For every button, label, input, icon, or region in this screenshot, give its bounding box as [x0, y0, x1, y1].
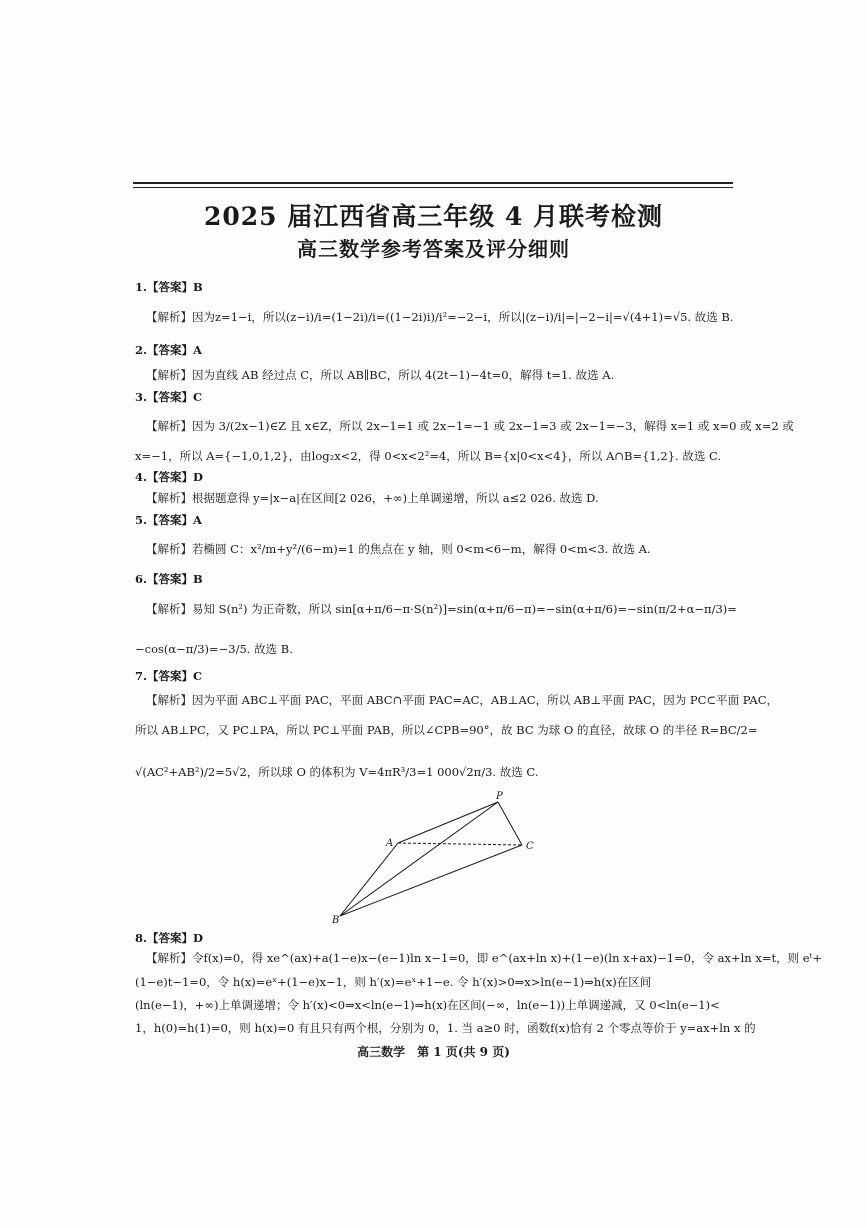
explanation-4-line-1: 【解析】根据题意得 y=|x−a|在区间[2 026，+∞)上单调递增，所以 a≤2 026. 故选 D.	[146, 491, 599, 505]
explanation-6-line-1: 【解析】易知 S(n²) 为正奇数，所以 sin[α+π/6−π·S(n²)]=sin(α+π/6−π)=−sin(α+π/6)=−sin(π/2+α−π/3)=	[146, 602, 737, 616]
edge-ac-hidden	[398, 843, 522, 845]
page-footer: 高三数学 第 1 页(共 9 页)	[357, 1045, 510, 1059]
label-b: B	[332, 915, 340, 925]
answer-3: 3.【答案】C	[135, 390, 203, 404]
explanation-7-line-1: 【解析】因为平面 ABC⊥平面 PAC，平面 ABC∩平面 PAC=AC，AB⊥AC，所以 AB⊥平面 PAC，因为 PC⊂平面 PAC，	[146, 693, 779, 707]
answer-5: 5.【答案】A	[135, 513, 202, 527]
answer-8: 8.【答案】D	[135, 931, 203, 945]
explanation-7-line-2: 所以 AB⊥PC，又 PC⊥PA，所以 PC⊥平面 PAB，所以∠CPB=90°，故 BC 为球 O 的直径，故球 O 的半径 R=BC/2=	[135, 723, 758, 737]
explanation-6-line-2: −cos(α−π/3)=−3/5. 故选 B.	[135, 642, 293, 656]
page-subtitle: 高三数学参考答案及评分细则	[297, 237, 570, 261]
explanation-3-line-2: x=−1，所以 A={−1,0,1,2}，由log₂x<2，得 0<x<2²=4，所以 B={x|0<x<4}，所以 A∩B={1,2}. 故选 C.	[135, 449, 722, 463]
label-p: P	[496, 791, 503, 802]
explanation-8-line-1: 【解析】令f(x)=0，得 xe^(ax)+a(1−e)x−(e−1)ln x−1=0，即 e^(ax+ln x)+(1−e)(ln x+ax)−1=0，令 ax+ln x=t，则 eᵗ+	[146, 951, 823, 965]
explanation-8-line-2: (1−e)t−1=0，令 h(x)=eˣ+(1−e)x−1，则 h′(x)=eˣ+1−e. 令 h′(x)>0⇒x>ln(e−1)⇒h(x)在区间	[135, 975, 652, 989]
answer-6: 6.【答案】B	[135, 572, 203, 586]
answer-2: 2.【答案】A	[135, 343, 202, 357]
edge-bp	[340, 802, 498, 916]
explanation-5-line-1: 【解析】若椭圆 C：x²/m+y²/(6−m)=1 的焦点在 y 轴，则 0<m<6−m，解得 0<m<3. 故选 A.	[146, 542, 651, 556]
tetrahedron-figure	[330, 790, 550, 925]
tetrahedron-diagram	[330, 790, 550, 925]
label-c: C	[526, 841, 534, 852]
answer-1: 1.【答案】B	[135, 280, 203, 294]
header-rule	[133, 182, 733, 184]
explanation-2-line-1: 【解析】因为直线 AB 经过点 C，所以 AB∥BC，所以 4(2t−1)−4t=0，解得 t=1. 故选 A.	[146, 368, 615, 382]
page-title: 2025 届江西省高三年级 4 月联考检测	[203, 202, 664, 231]
answer-4: 4.【答案】D	[135, 470, 203, 484]
edge-bc	[340, 845, 522, 916]
edge-ap	[398, 802, 498, 843]
edge-pc	[498, 802, 522, 845]
explanation-8-line-3: (ln(e−1)，+∞)上单调递增；令 h′(x)<0⇒x<ln(e−1)⇒h(x)在区间(−∞，ln(e−1))上单调递减，又 0<ln(e−1)<	[135, 998, 720, 1012]
explanation-3-line-1: 【解析】因为 3/(2x−1)∈Z 且 x∈Z，所以 2x−1=1 或 2x−1=−1 或 2x−1=3 或 2x−1=−3，解得 x=1 或 x=0 或 x=2 或	[146, 419, 794, 433]
explanation-1-line-1: 【解析】因为z=1−i，所以(z−i)/i=(1−2i)/i=((1−2i)i)/i²=−2−i，所以|(z−i)/i|=|−2−i|=√(4+1)=√5. 故选 B.	[146, 310, 734, 324]
explanation-8-line-4: 1，h(0)=h(1)=0，则 h(x)=0 有且只有两个根，分别为 0，1. 当 a≥0 时，函数f(x)恰有 2 个零点等价于 y=ax+ln x 的	[135, 1021, 756, 1035]
label-a: A	[386, 838, 394, 849]
header-rule-thin	[133, 187, 733, 188]
answer-7: 7.【答案】C	[135, 669, 203, 683]
explanation-7-line-3: √(AC²+AB²)/2=5√2，所以球 O 的体积为 V=4πR³/3=1 000√2π/3. 故选 C.	[135, 765, 539, 779]
